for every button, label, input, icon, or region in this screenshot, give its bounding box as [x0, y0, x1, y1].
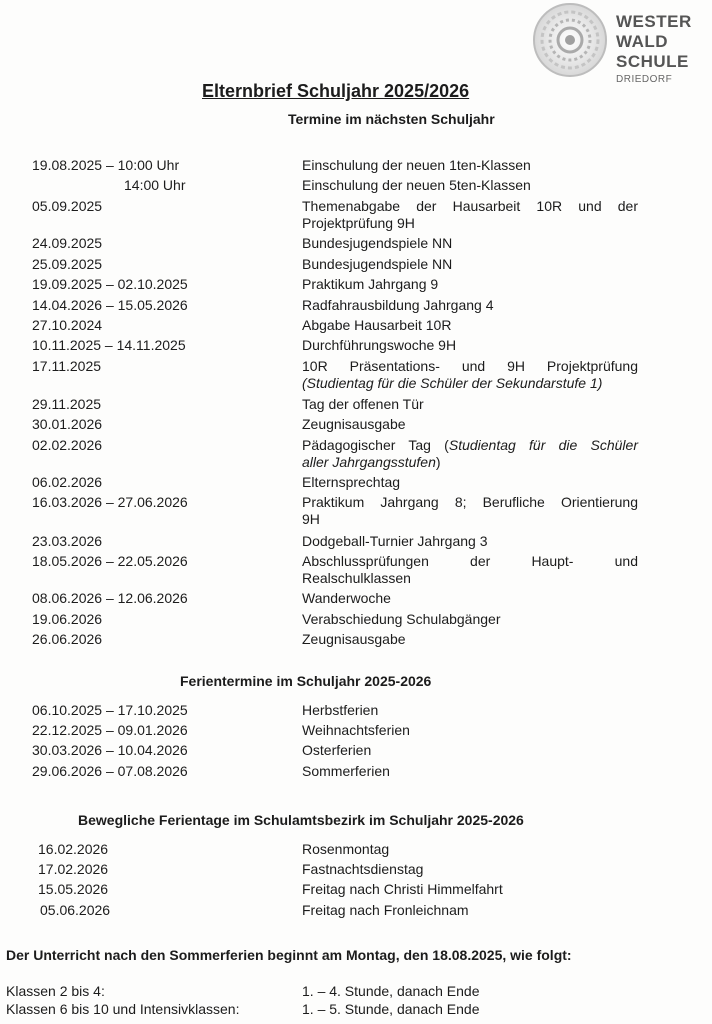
ferien-desc: Weihnachtsferien	[302, 722, 410, 738]
beweglich-date: 05.06.2026	[40, 902, 111, 918]
termin-date: 16.03.2026 – 27.06.2026	[32, 494, 188, 510]
ferien-date: 29.06.2026 – 07.08.2026	[32, 763, 188, 779]
termin-date: 29.11.2025	[32, 396, 102, 412]
termin-desc	[302, 494, 638, 528]
section-title-ferien: Ferientermine im Schuljahr 2025-2026	[180, 673, 432, 689]
logo-line-3: SCHULE	[616, 52, 689, 71]
termin-desc	[302, 358, 638, 392]
beweglich-desc: Freitag nach Fronleichnam	[302, 902, 469, 918]
school-emblem-icon	[530, 2, 620, 88]
termin-desc-line: Abschlussprüfungen der Haupt- und	[302, 553, 638, 569]
section-title-termine: Termine im nächsten Schuljahr	[288, 111, 495, 127]
termin-desc-line: Pädagogischer Tag (Studientag für die Schüler	[302, 437, 638, 453]
termin-date: 18.05.2026 – 22.05.2026	[32, 553, 188, 569]
termin-desc-line: aller Jahrgangsstufen)	[302, 454, 441, 470]
unterricht-label: Klassen 2 bis 4:	[6, 983, 105, 999]
termin-date: 19.08.2025 – 10:00 Uhr	[32, 157, 180, 173]
termin-desc: Bundesjugendspiele NN	[302, 256, 453, 272]
termin-date: 08.06.2026 – 12.06.2026	[32, 590, 188, 606]
logo-subtitle: DRIEDORF	[616, 74, 673, 85]
termin-desc: Zeugnisausgabe	[302, 631, 406, 647]
termin-desc: Zeugnisausgabe	[302, 416, 406, 432]
termin-desc: Verabschiedung Schulabgänger	[302, 611, 501, 627]
termin-desc: Praktikum Jahrgang 9	[302, 276, 439, 292]
unterricht-label: Klassen 6 bis 10 und Intensivklassen:	[6, 1001, 240, 1017]
ferien-desc: Herbstferien	[302, 702, 379, 718]
termin-desc-line: 10R Präsentations- und 9H Projektprüfung	[302, 358, 638, 374]
termin-desc	[302, 198, 638, 232]
ferien-date: 30.03.2026 – 10.04.2026	[32, 742, 188, 758]
termin-desc-line: (Studientag für die Schüler der Sekundarstufe 1)	[302, 375, 603, 391]
termin-desc: Durchführungswoche 9H	[302, 337, 457, 353]
logo-line-2: WALD	[616, 32, 669, 51]
termin-date: 17.11.2025	[32, 358, 102, 374]
termin-desc: Einschulung der neuen 5ten-Klassen	[302, 177, 531, 193]
termin-desc-line: Realschulklassen	[302, 570, 411, 586]
termin-desc-line: Praktikum Jahrgang 8; Berufliche Orientierung	[302, 494, 638, 510]
termin-date: 02.02.2026	[32, 437, 103, 453]
termin-desc	[302, 553, 638, 587]
section-title-unterricht: Der Unterricht nach den Sommerferien beginnt am Montag, den 18.08.2025, wie folgt:	[6, 947, 572, 963]
termin-desc: Wanderwoche	[302, 590, 391, 606]
termin-date: 10.11.2025 – 14.11.2025	[32, 337, 186, 353]
termin-desc: Einschulung der neuen 1ten-Klassen	[302, 157, 531, 173]
termin-date: 05.09.2025	[32, 198, 103, 214]
termin-date: 24.09.2025	[32, 235, 103, 251]
termin-date: 27.10.2024	[32, 317, 103, 333]
termin-date: 26.06.2026	[32, 631, 103, 647]
beweglich-date: 15.05.2026	[38, 881, 109, 897]
termin-desc: Radfahrausbildung Jahrgang 4	[302, 297, 494, 313]
beweglich-desc: Freitag nach Christi Himmelfahrt	[302, 881, 503, 897]
termin-desc: Elternsprechtag	[302, 474, 401, 490]
page-title: Elternbrief Schuljahr 2025/2026	[202, 81, 470, 101]
termin-date: 14:00 Uhr	[124, 177, 186, 193]
termin-desc	[302, 437, 638, 471]
termin-date: 30.01.2026	[32, 416, 103, 432]
termin-date: 06.02.2026	[32, 474, 103, 490]
beweglich-desc: Rosenmontag	[302, 841, 390, 857]
logo-line-1: WESTER	[616, 12, 692, 31]
section-title-beweglich: Bewegliche Ferientage im Schulamtsbezirk im Schuljahr 2025-2026	[78, 812, 524, 828]
termin-desc: Bundesjugendspiele NN	[302, 235, 453, 251]
termin-desc: Tag der offenen Tür	[302, 396, 424, 412]
termin-desc: Dodgeball-Turnier Jahrgang 3	[302, 533, 488, 549]
beweglich-date: 16.02.2026	[38, 841, 109, 857]
termin-desc-line: Themenabgabe der Hausarbeit 10R und der	[302, 198, 638, 214]
termin-date: 19.09.2025 – 02.10.2025	[32, 276, 188, 292]
unterricht-value: 1. – 5. Stunde, danach Ende	[302, 1001, 480, 1017]
termin-date: 23.03.2026	[32, 533, 103, 549]
termin-date: 19.06.2026	[32, 611, 103, 627]
termin-desc: Abgabe Hausarbeit 10R	[302, 317, 452, 333]
termin-date: 14.04.2026 – 15.05.2026	[32, 297, 188, 313]
termin-date: 25.09.2025	[32, 256, 103, 272]
ferien-date: 06.10.2025 – 17.10.2025	[32, 702, 188, 718]
beweglich-desc: Fastnachtsdienstag	[302, 861, 424, 877]
termin-desc-line: 9H	[302, 511, 320, 527]
beweglich-date: 17.02.2026	[38, 861, 109, 877]
ferien-date: 22.12.2025 – 09.01.2026	[32, 722, 188, 738]
ferien-desc: Sommerferien	[302, 763, 390, 779]
termin-desc-line: Projektprüfung 9H	[302, 215, 415, 231]
unterricht-value: 1. – 4. Stunde, danach Ende	[302, 983, 480, 999]
ferien-desc: Osterferien	[302, 742, 372, 758]
